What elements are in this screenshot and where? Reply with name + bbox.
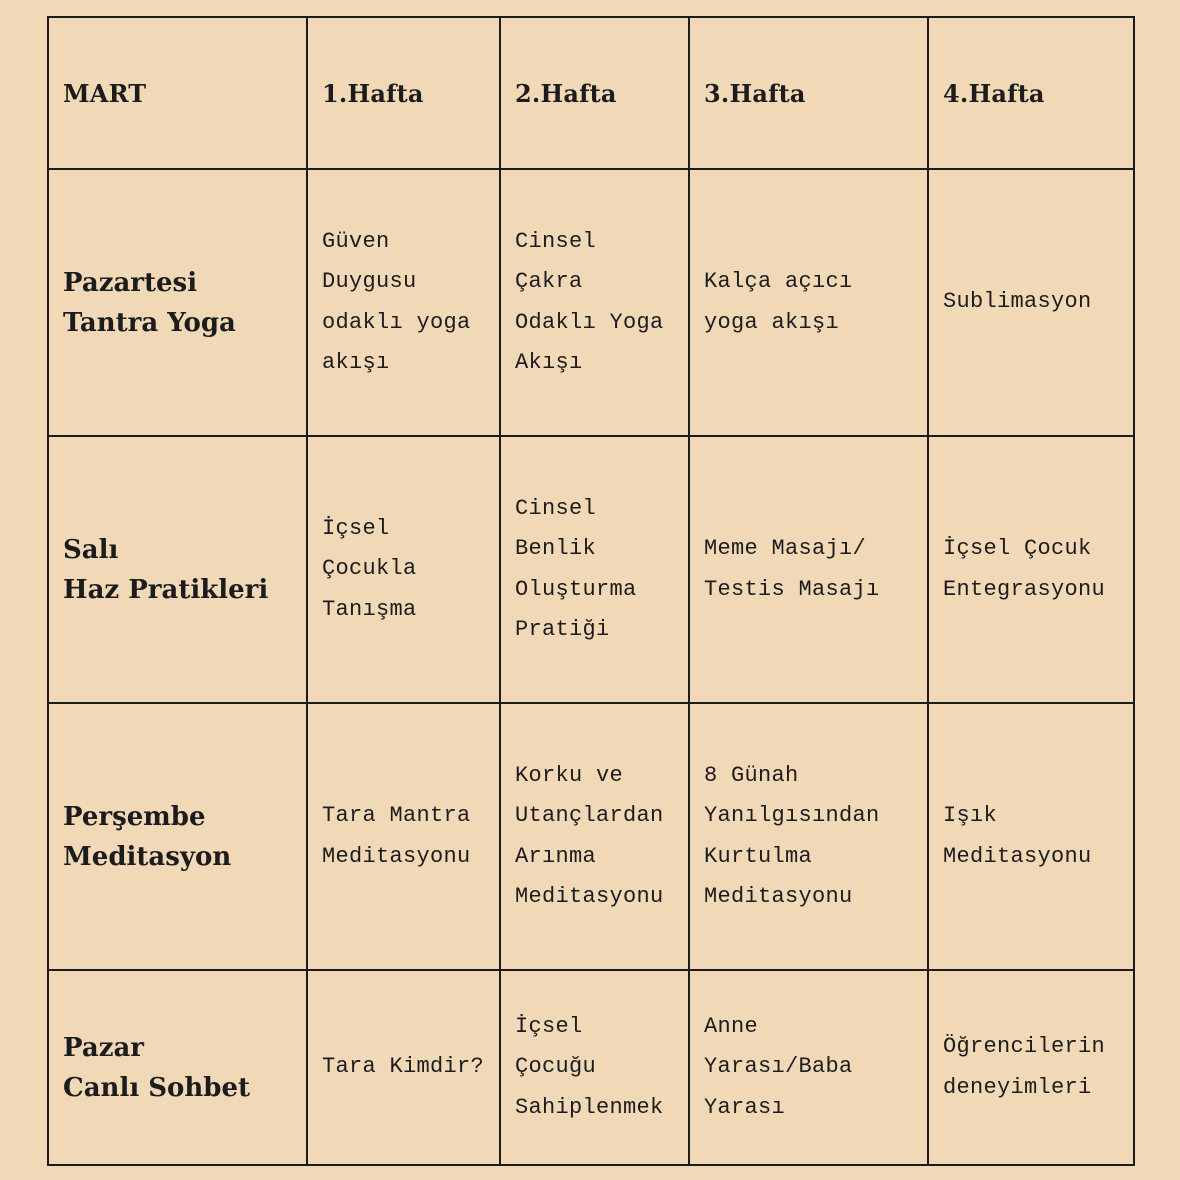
table-cell: Sublimasyon [928, 169, 1134, 436]
table-cell: Tara Mantra Meditasyonu [307, 703, 500, 970]
row-day: Perşembe [63, 801, 206, 832]
table-cell: İçsel Çocukla Tanışma [307, 436, 500, 703]
header-cell-week-2: 2.Hafta [500, 17, 689, 169]
table-cell: Cinsel Çakra Odaklı Yoga Akışı [500, 169, 689, 436]
header-cell-week-1: 1.Hafta [307, 17, 500, 169]
row-activity: Meditasyon [63, 841, 232, 872]
header-cell-week-4: 4.Hafta [928, 17, 1134, 169]
row-header [48, 703, 307, 970]
table-cell: Cinsel Benlik Oluşturma Pratiği [500, 436, 689, 703]
row-day: Pazar [63, 1032, 145, 1063]
table-cell: Öğrencilerin deneyimleri [928, 970, 1134, 1165]
row-activity: Tantra Yoga [63, 307, 236, 338]
table-cell: Kalça açıcı yoga akışı [689, 169, 928, 436]
header-row [48, 17, 1134, 169]
header-cell-week-3: 3.Hafta [689, 17, 928, 169]
row-day: Salı [63, 534, 119, 565]
table-cell: Anne Yarası/Baba Yarası [689, 970, 928, 1165]
row-activity: Canlı Sohbet [63, 1072, 251, 1103]
table-row [48, 970, 1134, 1165]
table-row [48, 703, 1134, 970]
table-cell: İçsel Çocuk Entegrasyonu [928, 436, 1134, 703]
table-cell: Güven Duygusu odaklı yoga akışı [307, 169, 500, 436]
schedule-table [47, 16, 1135, 1166]
row-header [48, 169, 307, 436]
row-header [48, 436, 307, 703]
row-day: Pazartesi [63, 267, 198, 298]
table-cell: Tara Kimdir? [307, 970, 500, 1165]
row-header [48, 970, 307, 1165]
table-row [48, 436, 1134, 703]
table-row [48, 169, 1134, 436]
table-cell: 8 Günah Yanılgısından Kurtulma Meditasyonu [689, 703, 928, 970]
table-cell: Korku ve Utançlardan Arınma Meditasyonu [500, 703, 689, 970]
table-cell: Meme Masajı/ Testis Masajı [689, 436, 928, 703]
header-cell-month: MART [48, 17, 307, 169]
table-cell: Işık Meditasyonu [928, 703, 1134, 970]
table-cell: İçsel Çocuğu Sahiplenmek [500, 970, 689, 1165]
row-activity: Haz Pratikleri [63, 574, 269, 605]
